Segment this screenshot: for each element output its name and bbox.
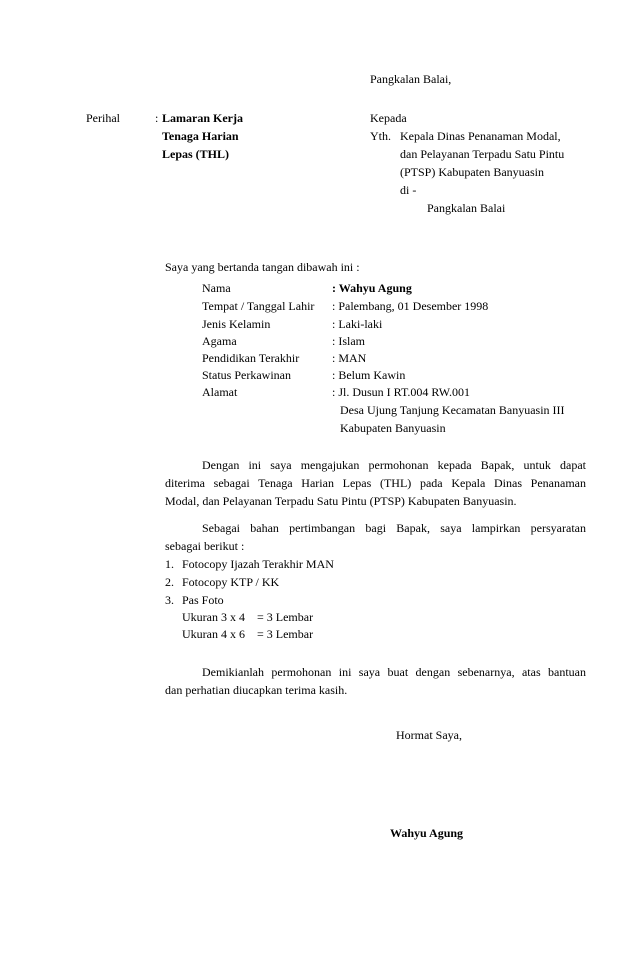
field-value-birth: : Palembang, 01 Desember 1998: [332, 299, 489, 313]
recipient-line-4: di -: [400, 183, 417, 197]
field-label-education: Pendidikan Terakhir: [202, 351, 300, 365]
list-item-number: 1.: [165, 557, 174, 571]
list-item: Fotocopy KTP / KK: [182, 575, 280, 589]
list-item: Fotocopy Ijazah Terakhir MAN: [182, 557, 334, 571]
list-item-number: 2.: [165, 575, 174, 589]
address-line-3: Kabupaten Banyuasin: [340, 421, 446, 435]
recipient-line-3: (PTSP) Kabupaten Banyuasin: [400, 165, 544, 179]
address-line-2: Desa Ujung Tanjung Kecamatan Banyuasin III: [340, 403, 565, 417]
list-item-number: 3.: [165, 593, 174, 607]
field-value-name: : Wahyu Agung: [332, 281, 412, 295]
opening-statement: Saya yang bertanda tangan dibawah ini :: [165, 260, 360, 274]
recipient-line-2: dan Pelayanan Terpadu Satu Pintu: [400, 147, 565, 161]
salutation: Hormat Saya,: [396, 728, 462, 742]
subject-label: Perihal: [86, 111, 120, 125]
paragraph-request-line-3: Modal, dan Pelayanan Terpadu Satu Pintu (PTSP) Kabupaten Banyuasin.: [165, 494, 517, 508]
paragraph-attachments-line-2: sebagai berikut :: [165, 539, 245, 553]
recipient-yth: Yth.: [370, 129, 391, 143]
paragraph-request-line-2: diterima sebagai Tenaga Harian Lepas (THL) pada Kepala Dinas Penanaman: [165, 476, 586, 490]
field-label-marital: Status Perkawinan: [202, 368, 291, 382]
field-value-education: : MAN: [332, 351, 367, 365]
field-label-address: Alamat: [202, 385, 238, 399]
subject-line-2: Tenaga Harian: [162, 129, 239, 143]
paragraph-attachments-line-1: Sebagai bahan pertimbangan bagi Bapak, saya lampirkan persyaratan: [202, 521, 586, 535]
subject-colon: :: [155, 111, 159, 125]
photo-size: Ukuran 4 x 6: [182, 627, 245, 641]
field-value-religion: : Islam: [332, 334, 365, 348]
subject-line-3: Lepas (THL): [162, 147, 230, 161]
field-value-gender: : Laki-laki: [332, 317, 383, 331]
paragraph-request-line-1: Dengan ini saya mengajukan permohonan kepada Bapak, untuk dapat: [202, 458, 586, 472]
field-label-gender: Jenis Kelamin: [202, 317, 271, 331]
field-label-religion: Agama: [202, 334, 237, 348]
photo-size: Ukuran 3 x 4: [182, 610, 245, 624]
recipient-line-1: Kepala Dinas Penanaman Modal,: [400, 129, 561, 143]
place-date: Pangkalan Balai,: [370, 72, 452, 86]
subject-line-1: Lamaran Kerja: [162, 111, 243, 125]
photo-count: = 3 Lembar: [257, 627, 314, 641]
field-label-birth: Tempat / Tanggal Lahir: [202, 299, 315, 313]
signature-name: Wahyu Agung: [390, 826, 464, 840]
field-value-marital: : Belum Kawin: [332, 368, 406, 382]
list-item: Pas Foto: [182, 593, 224, 607]
paragraph-closing-line-2: dan perhatian diucapkan terima kasih.: [165, 683, 348, 697]
recipient-city: Pangkalan Balai: [427, 201, 506, 215]
field-value-address: : Jl. Dusun I RT.004 RW.001: [332, 385, 470, 399]
photo-count: = 3 Lembar: [257, 610, 314, 624]
field-label-name: Nama: [202, 281, 231, 295]
paragraph-closing-line-1: Demikianlah permohonan ini saya buat dengan sebenarnya, atas bantuan: [202, 665, 586, 679]
recipient-kepada: Kepada: [370, 111, 407, 125]
